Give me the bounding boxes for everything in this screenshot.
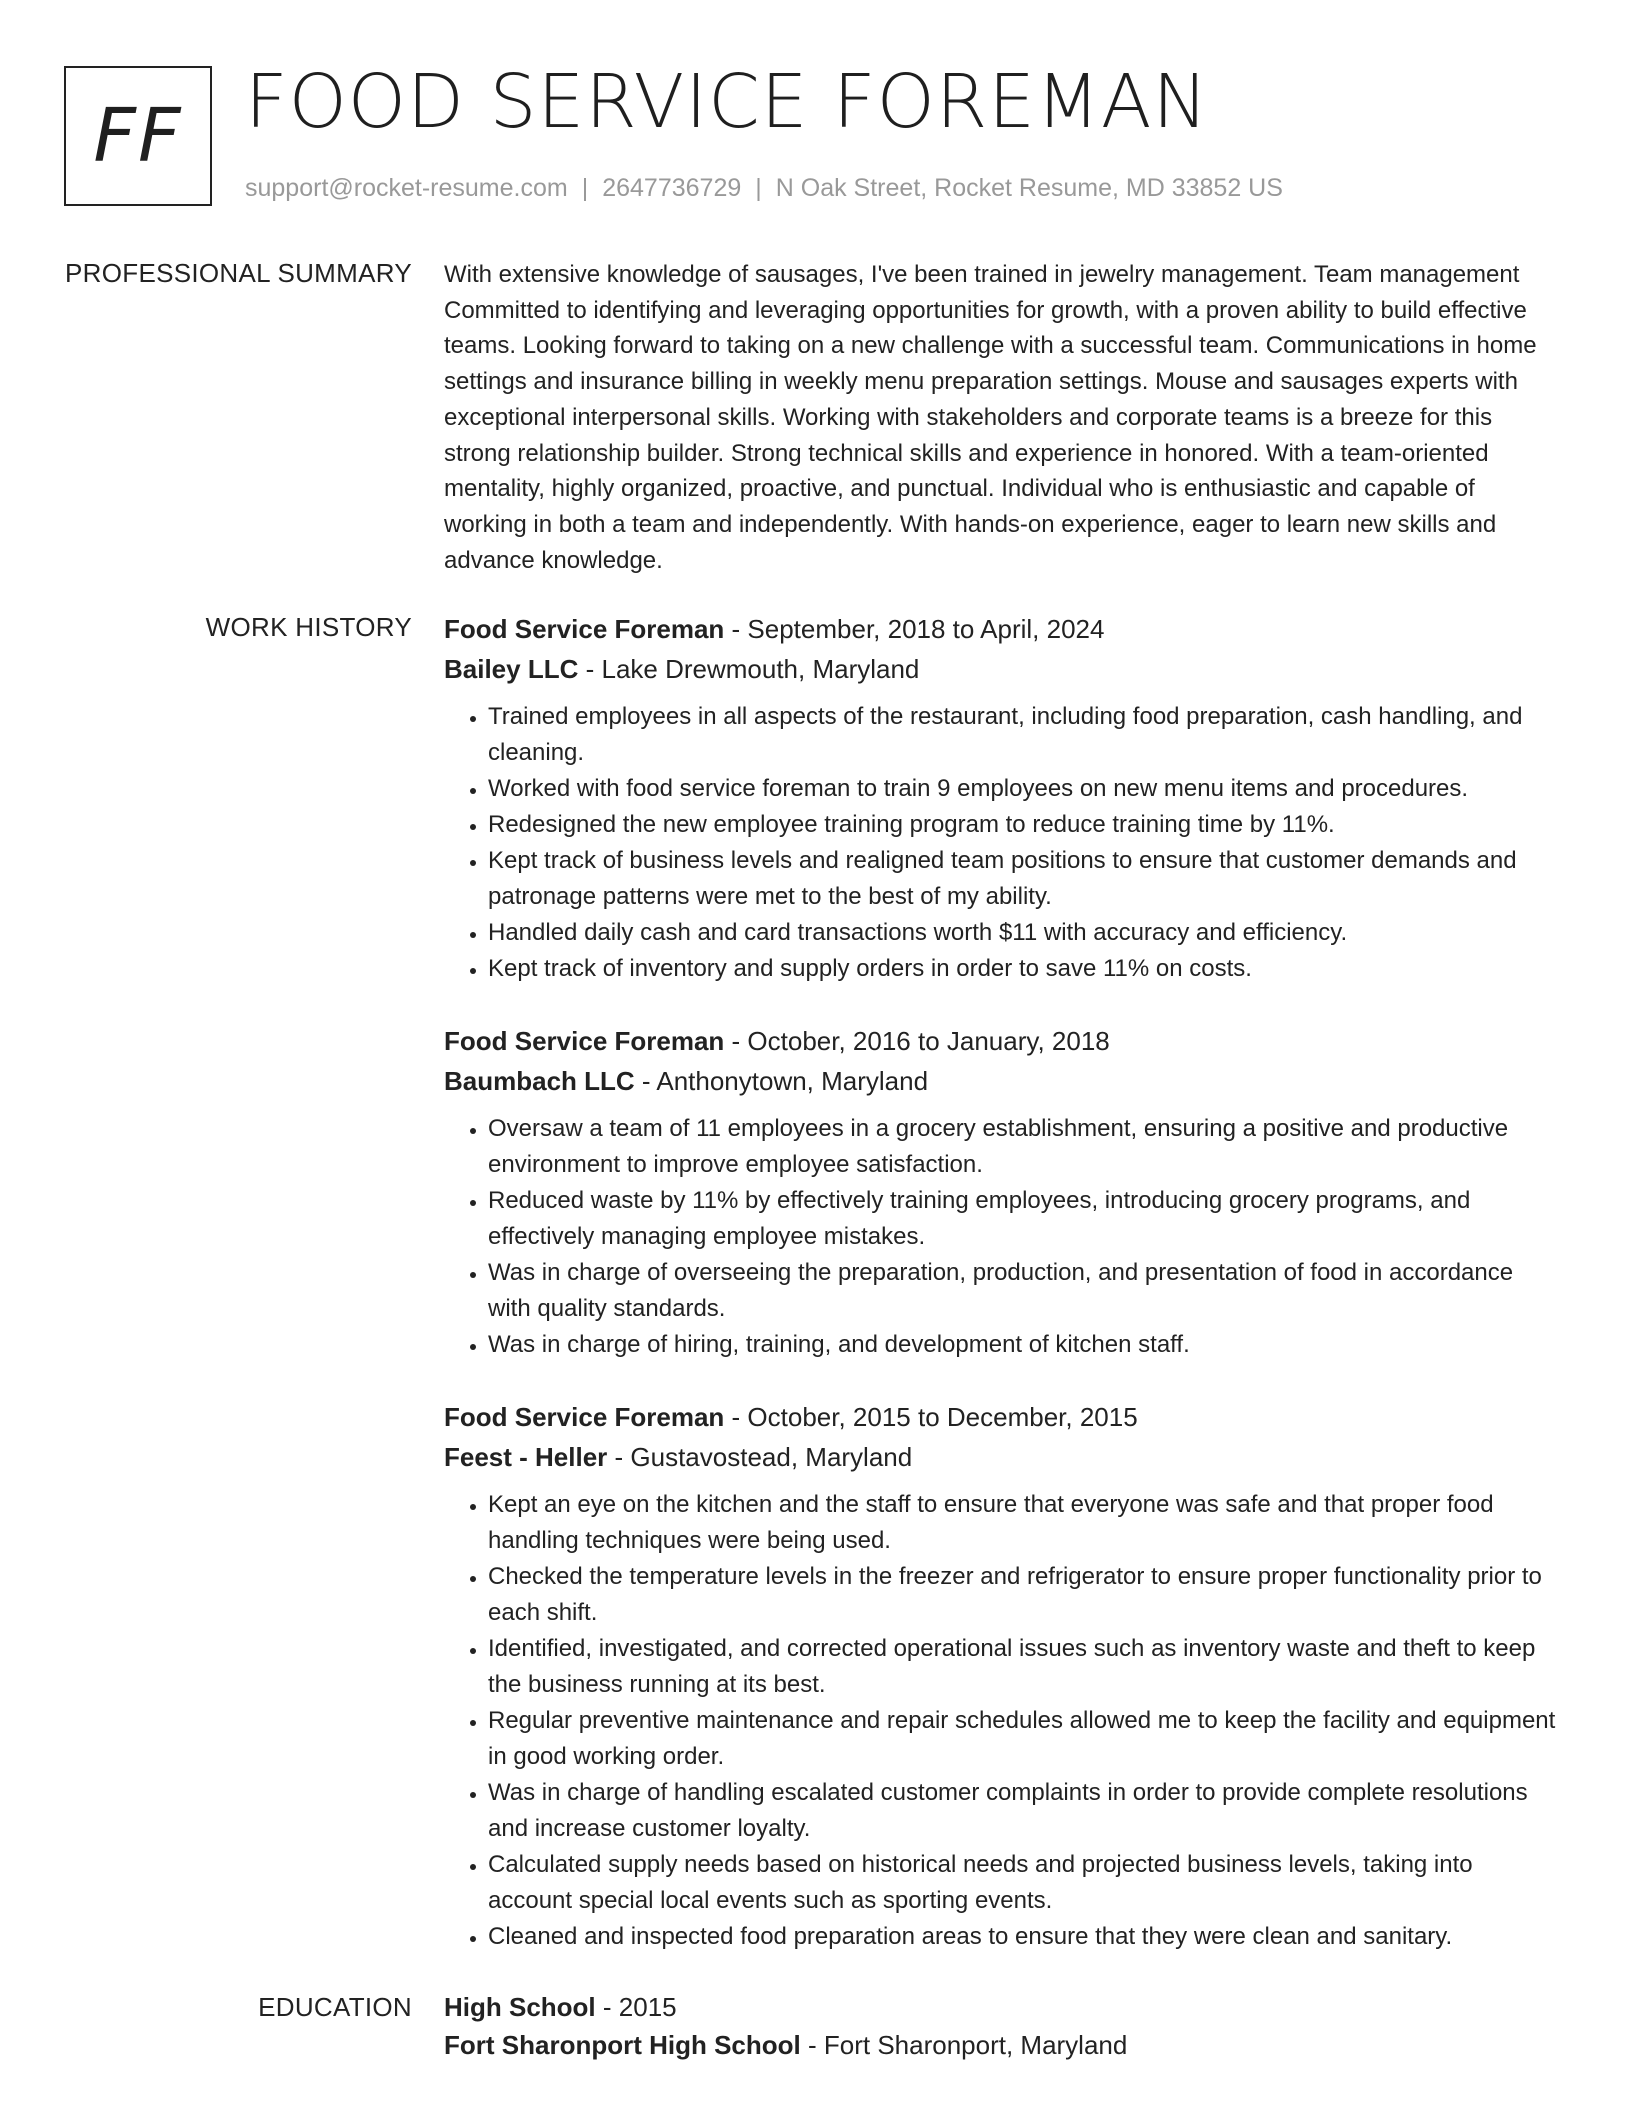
job-bullet: • Oversaw a team of 11 employees in a grocery establishment, ensuring a positive and productive environment to improve employee satisfaction. [488, 1111, 1559, 1183]
section-label-work-history: WORK HISTORY [205, 612, 412, 642]
job-title: Food Service Foreman [444, 1402, 725, 1432]
job-bullet: • Worked with food service foreman to train 9 employees on new menu items and procedures. [488, 771, 1559, 807]
education-year: - 2015 [595, 1992, 677, 2022]
monogram-initials: FF [64, 66, 212, 206]
education-entry [444, 1988, 1559, 2064]
job-bullets [444, 699, 1559, 987]
summary-text: With extensive knowledge of sausages, I've been trained in jewelry management. Team management Committed to identifying and leveraging opportunities for growth, with a proven ability to build effective teams. Looking forward to taking on a new challenge with a successful team. Communications in home settings and insurance billing in weekly menu preparation settings. Mouse and sausages experts with exceptional interpersonal skills. Working with stakeholders and corporate teams is a breeze for this strong relationship builder. Strong technical skills and experience in honored. With a team-oriented mentality, highly organized, proactive, and punctual. Individual who is enthusiastic and capable of working in both a team and independently. With hands-on experience, eager to learn new skills and advance knowledge. [444, 261, 1537, 574]
job-title: Food Service Foreman [444, 614, 725, 644]
job-dates: - October, 2016 to January, 2018 [724, 1026, 1110, 1056]
job-title: Food Service Foreman [444, 1026, 725, 1056]
job-company-line [444, 1437, 1559, 1477]
job-bullet: • Checked the temperature levels in the freezer and refrigerator to ensure proper functionality prior to each shift. [488, 1559, 1559, 1631]
job-bullet: • Cleaned and inspected food preparation areas to ensure that they were clean and sanitary. [488, 1919, 1559, 1955]
job-bullet: • Was in charge of handling escalated customer complaints in order to provide complete resolutions and increase customer loyalty. [488, 1775, 1559, 1847]
education-degree-line [444, 1988, 1559, 2026]
contact-separator: | [755, 174, 762, 202]
job-bullet: • Redesigned the new employee training program to reduce training time by 11%. [488, 807, 1559, 843]
job-bullets [444, 1487, 1559, 1955]
job-bullet: • Reduced waste by 11% by effectively training employees, introducing grocery programs, and effectively managing employee mistakes. [488, 1183, 1559, 1255]
resume-name: FOOD SERVICE FOREMAN [245, 59, 1209, 145]
job-dates: - September, 2018 to April, 2024 [724, 614, 1105, 644]
job-entry [444, 1021, 1559, 1363]
job-bullet: • Kept track of inventory and supply orders in order to save 11% on costs. [488, 951, 1559, 987]
section-label-summary: PROFESSIONAL SUMMARY [65, 258, 412, 288]
job-bullet: • Regular preventive maintenance and repair schedules allowed me to keep the facility and equipment in good working order. [488, 1703, 1559, 1775]
job-company-line [444, 649, 1559, 689]
education-location: - Fort Sharonport, Maryland [800, 2030, 1128, 2060]
job-bullet: • Calculated supply needs based on historical needs and projected business levels, taking into account special local events such as sporting events. [488, 1847, 1559, 1919]
job-bullets [444, 1111, 1559, 1363]
contact-line [245, 174, 1283, 203]
job-bullet: • Kept an eye on the kitchen and the staff to ensure that everyone was safe and that proper food handling techniques were being used. [488, 1487, 1559, 1559]
job-location: - Lake Drewmouth, Maryland [578, 654, 920, 684]
job-bullet: • Was in charge of hiring, training, and development of kitchen staff. [488, 1327, 1559, 1363]
job-title-line [444, 1021, 1559, 1061]
contact-phone: 2647736729 [602, 174, 742, 202]
job-bullet: • Trained employees in all aspects of the restaurant, including food preparation, cash handling, and cleaning. [488, 699, 1559, 771]
job-bullet: • Handled daily cash and card transactions worth $11 with accuracy and efficiency. [488, 915, 1559, 951]
job-company: Feest - Heller [444, 1442, 608, 1472]
education-degree: High School [444, 1992, 596, 2022]
job-company-line [444, 1061, 1559, 1101]
job-bullet: • Was in charge of overseeing the preparation, production, and presentation of food in accordance with quality standards. [488, 1255, 1559, 1327]
job-bullet: • Identified, investigated, and corrected operational issues such as inventory waste and theft to keep the business running at its best. [488, 1631, 1559, 1703]
contact-address: N Oak Street, Rocket Resume, MD 33852 US [775, 174, 1283, 202]
job-title-line [444, 1397, 1559, 1437]
job-bullet: • Kept track of business levels and realigned team positions to ensure that customer demands and patronage patterns were met to the best of my ability. [488, 843, 1559, 915]
job-entry [444, 609, 1559, 987]
job-company: Bailey LLC [444, 654, 579, 684]
education-school-line [444, 2026, 1559, 2064]
job-company: Baumbach LLC [444, 1066, 635, 1096]
job-location: - Gustavostead, Maryland [607, 1442, 913, 1472]
job-entry [444, 1397, 1559, 1955]
job-dates: - October, 2015 to December, 2015 [724, 1402, 1138, 1432]
section-label-education: EDUCATION [258, 1992, 412, 2022]
job-location: - Anthonytown, Maryland [634, 1066, 929, 1096]
job-title-line [444, 609, 1559, 649]
contact-separator: | [581, 174, 589, 202]
education-school: Fort Sharonport High School [444, 2030, 801, 2060]
contact-email: support@rocket-resume.com [245, 174, 568, 202]
